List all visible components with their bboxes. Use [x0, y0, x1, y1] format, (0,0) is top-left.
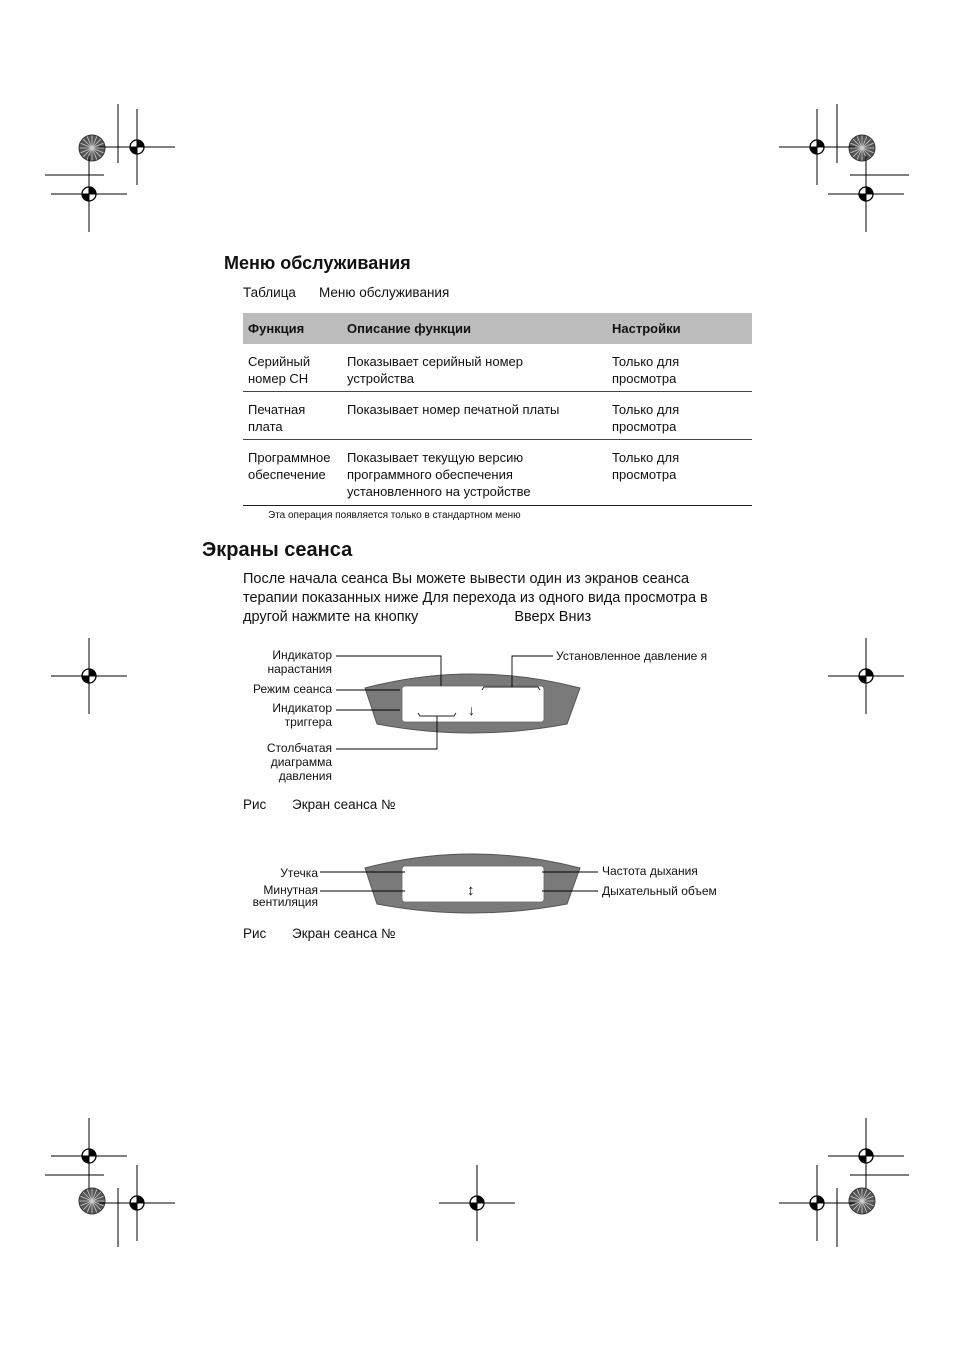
paragraph-line: терапии показанных ниже Для перехода из одного вида просмотра в	[243, 590, 708, 606]
label-leak: Утечка	[280, 866, 318, 880]
table-cell: Показывает серийный номер устройства	[342, 344, 607, 392]
label-ramp-indicator: Индикатор нарастания	[267, 648, 332, 676]
figure2-caption	[243, 926, 396, 941]
table-caption-title: Меню обслуживания	[319, 285, 450, 300]
column-header-description: Описание функции	[342, 313, 607, 344]
label-respiratory-rate: Частота дыхания	[602, 864, 698, 878]
figure1-caption-title: Экран сеанса №	[292, 797, 396, 812]
figure1-caption-prefix: Рис	[243, 797, 267, 812]
down-arrow-glyph: ↓	[468, 702, 475, 718]
table-cell: Только для просмотра	[607, 344, 752, 392]
table-cell: Программное обеспечение	[243, 440, 342, 506]
table-cell: Только для просмотра	[607, 440, 752, 506]
table-cell: Серийный номер СН	[243, 344, 342, 392]
column-header-function: Функция	[243, 313, 342, 344]
up-down-arrow-glyph: ↕	[467, 882, 475, 899]
figure2-caption-prefix: Рис	[243, 926, 267, 941]
label-session-mode: Режим сеанса	[253, 682, 332, 696]
paragraph-line: После начала сеанса Вы можете вывести один из экранов сеанса	[243, 571, 690, 587]
table-cell: Печатная плата	[243, 392, 342, 440]
table-caption-prefix: Таблица	[243, 285, 296, 300]
table-cell: Показывает текущую версию программного обеспечения установленного на устройстве	[342, 440, 607, 506]
paragraph-text: другой нажмите на кнопку	[243, 609, 419, 625]
session-screens-heading: Экраны сеанса	[202, 539, 353, 561]
up-down-keys-text: Вверх Вниз	[514, 609, 592, 625]
label-minute-ventilation: Минутная вентиляция	[252, 883, 318, 909]
label-tidal-volume: Дыхательный объем	[602, 884, 717, 898]
table-note: Эта операция появляется только в стандартном меню	[268, 510, 521, 521]
label-pressure-bar: Столбчатая диаграмма давления	[266, 741, 332, 783]
table-cell: Только для просмотра	[607, 392, 752, 440]
table-cell: Показывает номер печатной платы	[342, 392, 607, 440]
label-set-pressure: Установленное давление я	[556, 649, 708, 663]
service-menu-heading: Меню обслуживания	[224, 253, 411, 273]
column-header-settings: Настройки	[607, 313, 752, 344]
figure2-caption-title: Экран сеанса №	[292, 926, 396, 941]
label-trigger-indicator: Индикатор триггера	[272, 701, 332, 729]
